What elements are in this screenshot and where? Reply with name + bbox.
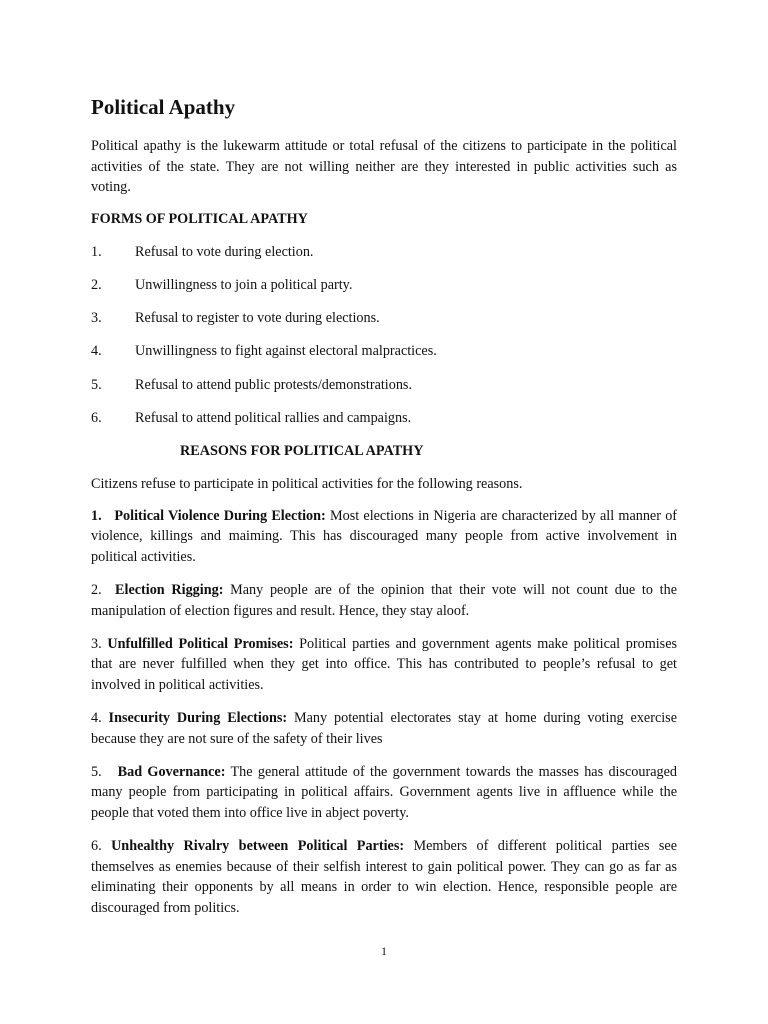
- list-item: [91, 408, 677, 429]
- reason-number: 3.: [91, 635, 102, 652]
- document-title: Political Apathy: [91, 95, 236, 119]
- list-item-number: 3.: [91, 310, 102, 327]
- list-item-text: Refusal to register to vote during elections.: [135, 310, 380, 327]
- reason-number: 2.: [91, 582, 102, 599]
- reason-label: Bad Governance:: [117, 763, 226, 780]
- reason-number: 6.: [91, 838, 102, 855]
- reason-text: The general attitude of the government towards the masses has discouraged many people from participating in political affairs. Government agents live in affluence while the people that voted them into office live in abject poverty.: [91, 763, 677, 821]
- reason-label: Insecurity During Elections:: [108, 710, 288, 727]
- list-item-number: 5.: [91, 376, 102, 393]
- reasons-list: [91, 506, 677, 918]
- reason-text: Most elections in Nigeria are characterized by all manner of violence, killings and maiming. This has discouraged many people from active involvement in political activities.: [91, 507, 678, 565]
- reason-item: [91, 836, 677, 918]
- page-number: 1: [381, 944, 387, 958]
- list-item-number: 2.: [91, 276, 102, 293]
- reason-item: [91, 708, 677, 749]
- reason-text: Political parties and government agents make political promises that are never fulfilled when they get into office. This has contributed to people’s refusal to get involved in political activities.: [91, 635, 678, 693]
- forms-list: [91, 242, 677, 429]
- list-item: [91, 375, 677, 396]
- list-item: [91, 308, 677, 329]
- intro-paragraph: Political apathy is the lukewarm attitude or total refusal of the citizens to participate in the political activities of the state. They are not willing neither are they interested in public activities such as voting.: [91, 138, 677, 195]
- reasons-heading: REASONS FOR POLITICAL APATHY: [180, 443, 424, 460]
- list-item-number: 6.: [91, 409, 102, 426]
- document-page: [91, 92, 677, 931]
- reason-item: [91, 580, 677, 621]
- list-item-text: Unwillingness to join a political party.: [135, 276, 353, 293]
- reason-number: 4.: [91, 710, 102, 727]
- list-item-text: Unwillingness to fight against electoral malpractices.: [135, 343, 437, 360]
- list-item-text: Refusal to attend public protests/demonstrations.: [135, 376, 413, 393]
- list-item-text: Refusal to attend political rallies and campaigns.: [135, 409, 412, 426]
- list-item: [91, 242, 677, 263]
- list-item-text: Refusal to vote during election.: [135, 243, 314, 260]
- reason-text: Members of different political parties see themselves as enemies because of their selfish interest to gain political power. They can go as far as eliminating their opponents by all means in order to win election. Hence, responsible people are discouraged from politics.: [91, 838, 678, 916]
- reason-number: 1.: [91, 507, 102, 524]
- list-item: [91, 341, 677, 362]
- list-item-number: 1.: [91, 243, 102, 260]
- reason-number: 5.: [91, 763, 102, 780]
- reason-label: Unfulfilled Political Promises:: [107, 635, 294, 652]
- reason-label: Election Rigging:: [115, 582, 224, 599]
- reasons-intro: Citizens refuse to participate in political activities for the following reasons.: [91, 476, 523, 493]
- reason-text: Many potential electorates stay at home during voting exercise because they are not sure of the safety of their lives: [91, 710, 678, 747]
- reason-item: [91, 634, 677, 696]
- forms-heading: FORMS OF POLITICAL APATHY: [91, 210, 308, 227]
- reason-item: [91, 506, 677, 568]
- list-item: [91, 275, 677, 296]
- reason-label: Political Violence During Election:: [114, 507, 326, 524]
- reason-item: [91, 762, 677, 824]
- reason-label: Unhealthy Rivalry between Political Parties:: [111, 838, 405, 855]
- reason-text: Many people are of the opinion that their vote will not count due to the manipulation of election figures and result. Hence, they stay aloof.: [91, 582, 677, 619]
- list-item-number: 4.: [91, 343, 102, 360]
